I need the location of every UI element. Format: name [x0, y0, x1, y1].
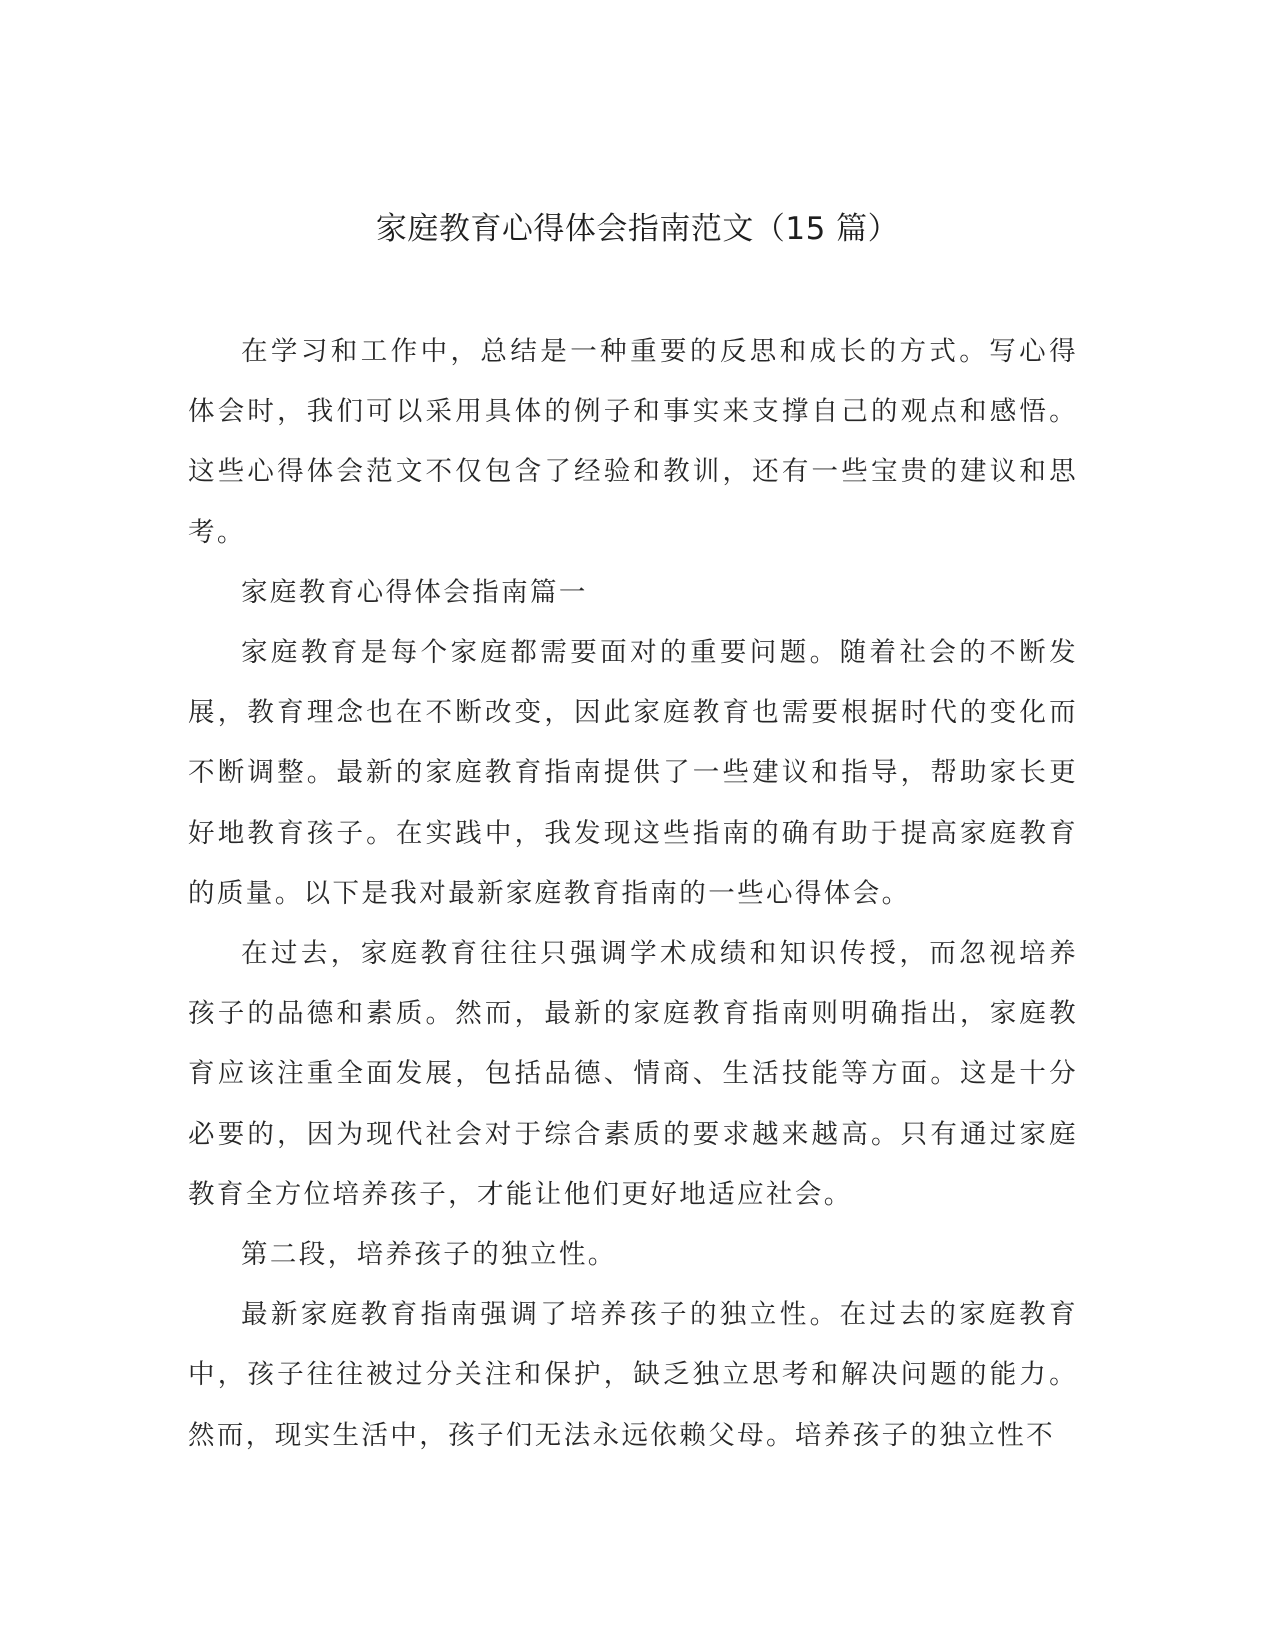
document-body [188, 322, 1078, 1466]
intro-paragraph: 在学习和工作中，总结是一种重要的反思和成长的方式。写心得体会时，我们可以采用具体的例子和事实来支撑自己的观点和感悟。这些心得体会范文不仅包含了经验和教训，还有一些宝贵的建议和思考。 [188, 336, 1078, 548]
document-title: 家庭教育心得体会指南范文（15 篇） [375, 211, 900, 247]
body-paragraph: 最新家庭教育指南强调了培养孩子的独立性。在过去的家庭教育中，孩子往往被过分关注和保护，缺乏独立思考和解决问题的能力。然而，现实生活中，孩子们无法永远依赖父母。培养孩子的独立性不 [188, 1299, 1078, 1451]
subsection-heading: 第二段，培养孩子的独立性。 [241, 1239, 617, 1271]
body-paragraph: 在过去，家庭教育往往只强调学术成绩和知识传授，而忽视培养孩子的品德和素质。然而，最新的家庭教育指南则明确指出，家庭教育应该注重全面发展，包括品德、情商、生活技能等方面。这是十分必要的，因为现代社会对于综合素质的要求越来越高。只有通过家庭教育全方位培养孩子，才能让他们更好地适应社会。 [188, 938, 1078, 1210]
body-paragraph: 家庭教育是每个家庭都需要面对的重要问题。随着社会的不断发展，教育理念也在不断改变，因此家庭教育也需要根据时代的变化而不断调整。最新的家庭教育指南提供了一些建议和指导，帮助家长更好地教育孩子。在实践中，我发现这些指南的确有助于提高家庭教育的质量。以下是我对最新家庭教育指南的一些心得体会。 [188, 637, 1078, 909]
section-heading: 家庭教育心得体会指南篇一 [241, 576, 588, 608]
